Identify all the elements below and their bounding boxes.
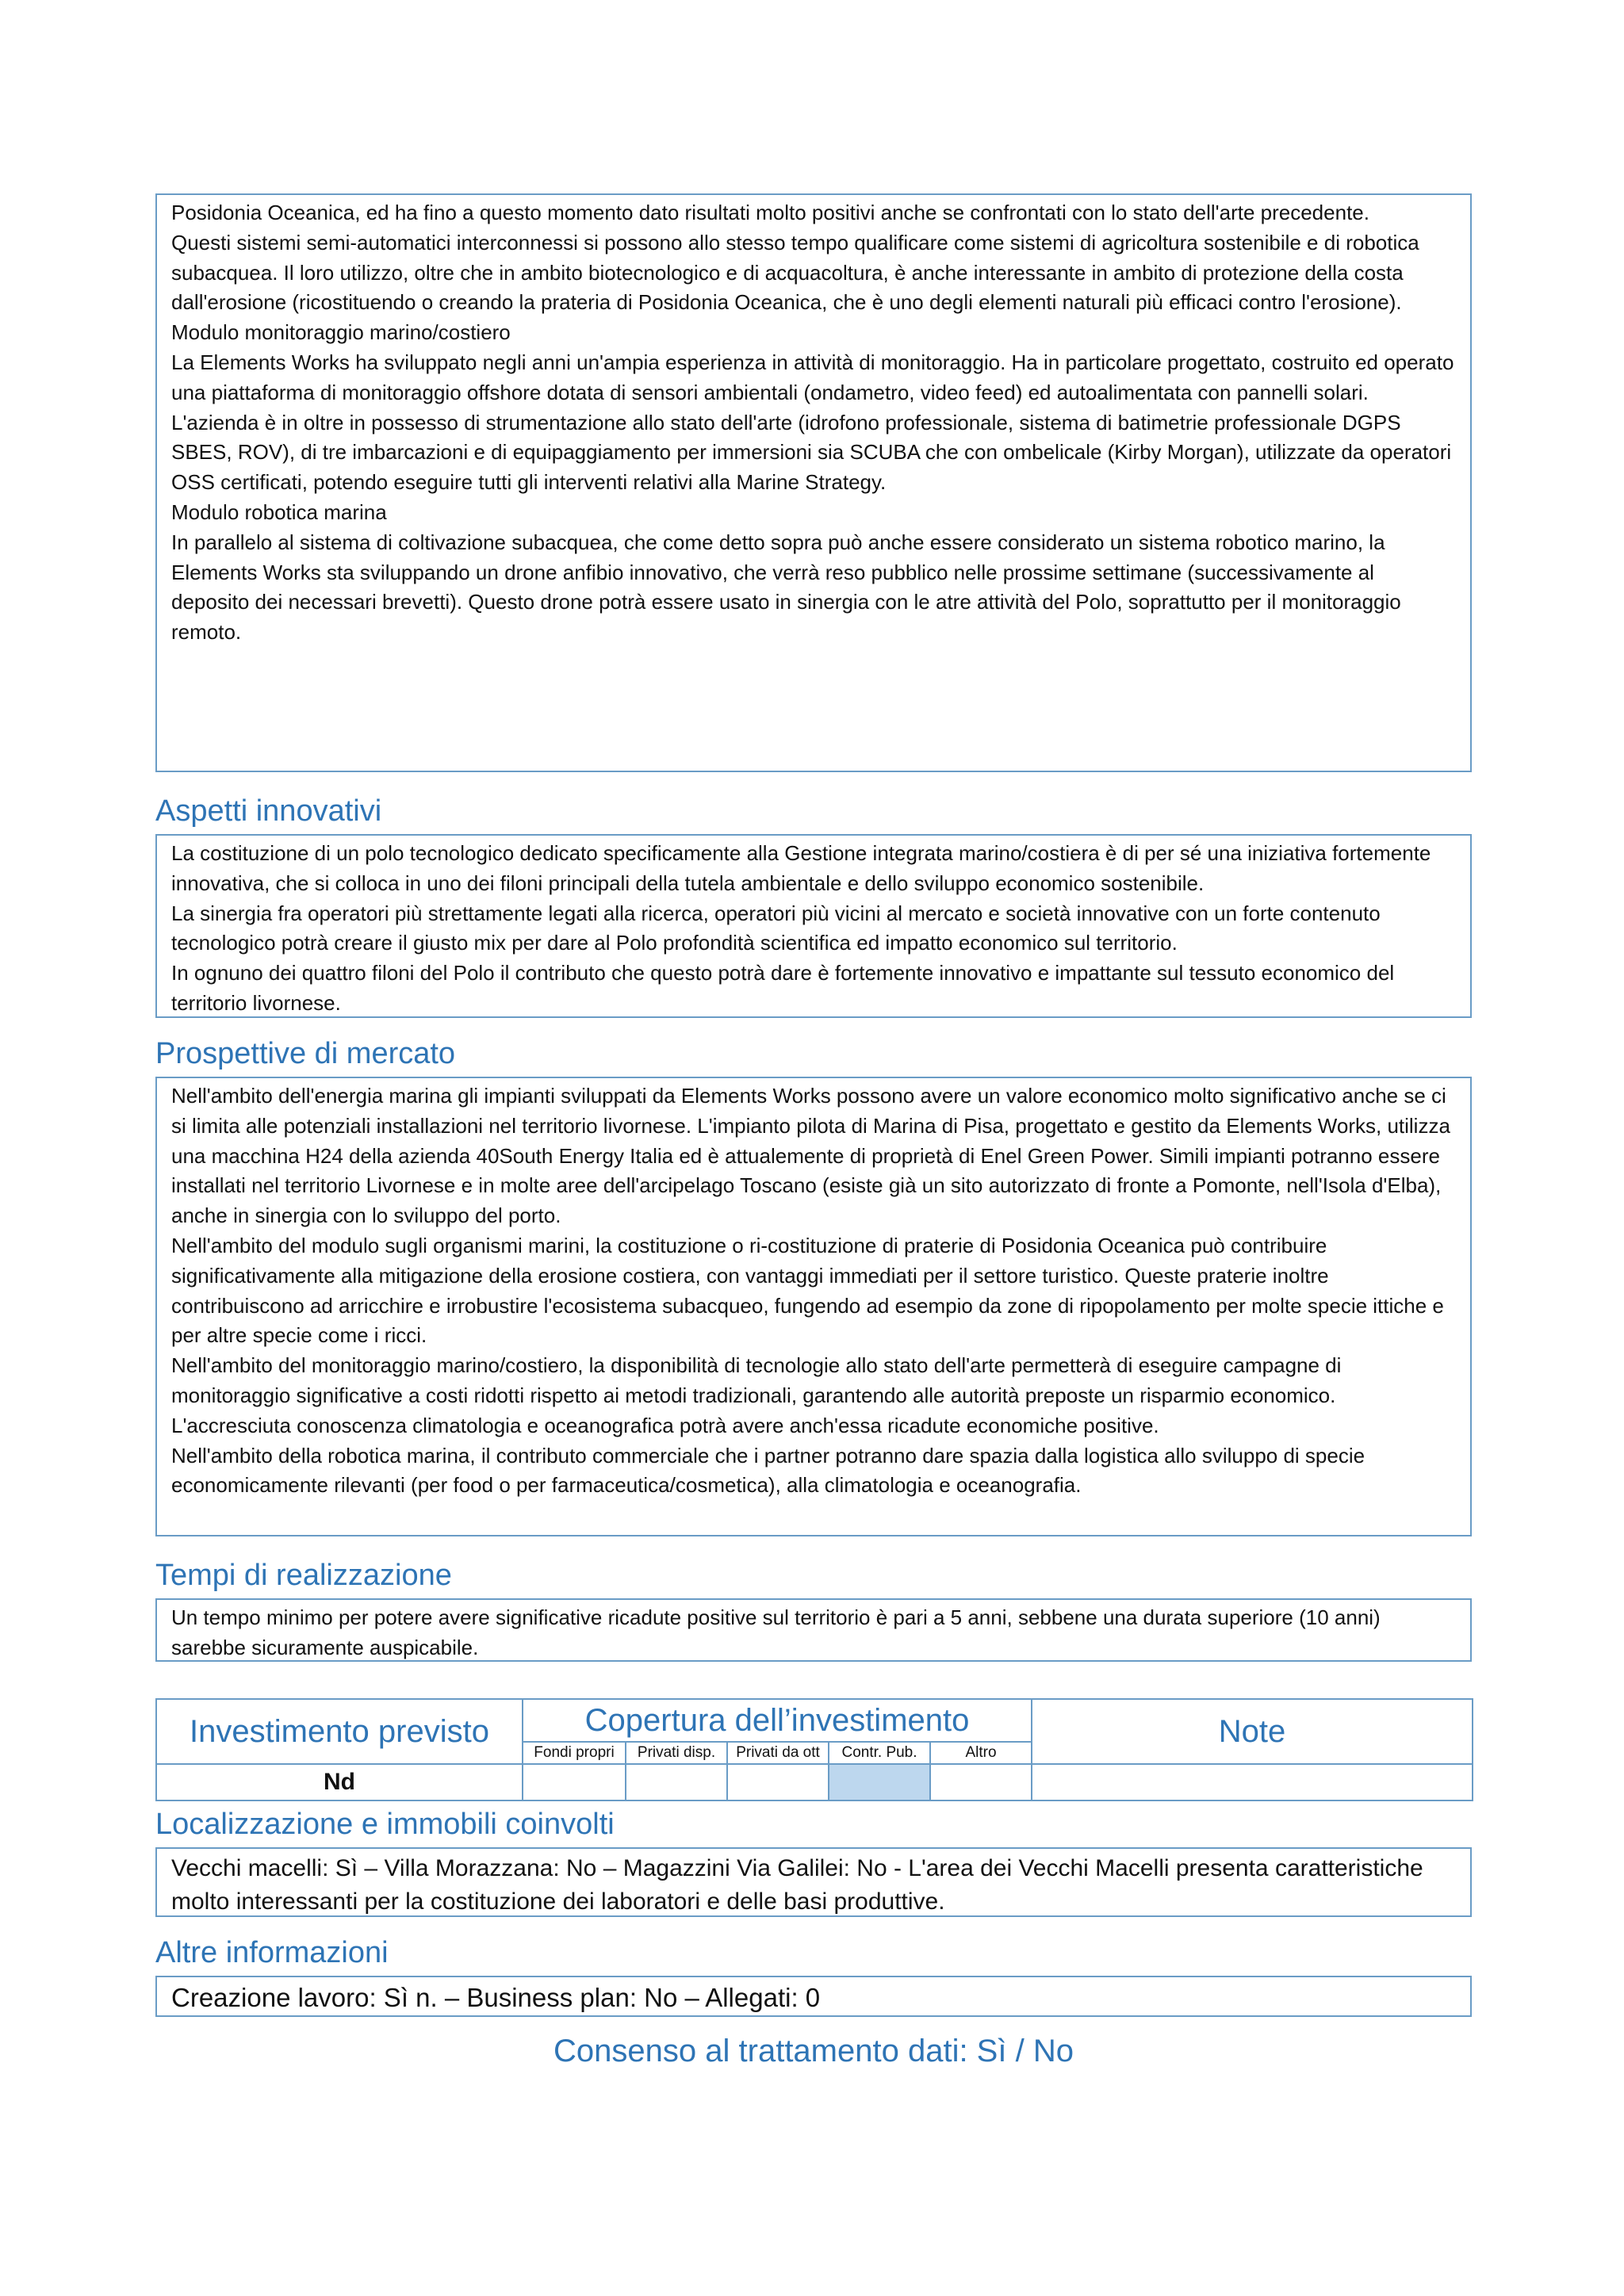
localizzazione-text: Vecchi macelli: Sì – Villa Morazzana: No – Magazzini Via Galilei: No - L'area dei Vecchi Macelli presenta caratteristiche molto interessanti per la costituzione dei laboratori e delle basi produttive. [171, 1855, 1423, 1915]
intro-subheading: Modulo robotica marina [171, 499, 387, 524]
altro-cell [930, 1764, 1032, 1800]
contr-pub-header: Contr. Pub. [829, 1742, 930, 1764]
mercato-paragraph: Nell'ambito dell'energia marina gli impianti sviluppati da Elements Works possono avere un valore economico molto significativo anche se ci si limita alle potenziali installazioni nel territorio livornese. L'impianto pilota di Marina di Pisa, progettato e gestito da Elements Works, utilizza una macchina H24 della azienda 40South Energy Italia ed è attualemente di proprietà di Enel Green Power. Simili impianti potranno essere installati nel territorio Livornese e in molte aree dell'arcipelago Toscano (esiste già un sito autorizzato di fronte a Pomonte, nell'Isola d'Elba), anche in sinergia con lo sviluppo del porto. [171, 1084, 1450, 1228]
localizzazione-box [155, 1847, 1472, 1917]
intro-paragraph: La Elements Works ha sviluppato negli anni un'ampia esperienza in attività di monitoraggio. Ha in particolare progettato, costruito ed operato una piattaforma di monitoraggio offshore dotata di sensori ambientali (ondametro, video feed) ed autoalimentata con pannelli solari. [171, 350, 1454, 404]
consenso-text: Consenso al trattamento dati: Sì / No [553, 2034, 1074, 2068]
mercato-box [155, 1077, 1472, 1536]
fondi-propri-header: Fondi propri [523, 1742, 626, 1764]
innovativi-paragraph: La sinergia fra operatori più strettamente legati alla ricerca, operatori più vicini al mercato e società innovative con un forte contenuto tecnologico potrà creare il giusto mix per dare al Polo profondità scientifica ed impatto economico sul territorio. [171, 901, 1381, 955]
localizzazione-title: Localizzazione e immobili coinvolti [155, 1808, 615, 1841]
tempi-box [155, 1598, 1472, 1662]
mercato-paragraph: Nell'ambito del modulo sugli organismi marini, la costituzione o ri-costituzione di praterie di Posidonia Oceanica può contribuire significativamente alla mitigazione della erosione costiera, con vantaggi immediati per il settore turistico. Queste praterie inoltre contribuiscono ad arricchire e irrobustire l'ecosistema subacqueo, fungendo ad esempio da zone di ripopolamento per molte specie ittiche e per altre specie come i ricci. [171, 1233, 1444, 1348]
intro-subheading: Modulo monitoraggio marino/costiero [171, 320, 511, 345]
privati-disp-cell [626, 1764, 727, 1800]
privati-da-ott-header: Privati da ott [727, 1742, 829, 1764]
innovativi-paragraph: In ognuno dei quattro filoni del Polo il contributo che questo potrà dare è fortemente innovativo e impattante sul tessuto economico del territorio livornese. [171, 961, 1395, 1015]
mercato-title: Prospettive di mercato [155, 1037, 456, 1070]
intro-paragraph: Questi sistemi semi-automatici interconnessi si possono allo stesso tempo qualificare come sistemi di agricoltura sostenibile e di robotica subacquea. Il loro utilizzo, oltre che in ambito biotecnologico e di acquacoltura, è anche interessante in ambito di protezione della costa dall'erosione (ricostituendo o creando la prateria di Posidonia Oceanica, che è uno degli elementi naturali più efficaci contro l'erosione). [171, 230, 1419, 315]
mercato-paragraph: Nell'ambito della robotica marina, il contributo commerciale che i partner potranno dare spazia dalla logistica allo sviluppo di specie economicamente rilevanti (per food o per farmaceutica/cosmetica), alla climatologia e oceanografia. [171, 1443, 1365, 1498]
intro-paragraph: In parallelo al sistema di coltivazione subacquea, che come detto sopra può anche essere considerato un sistema robotico marino, la Elements Works sta sviluppando un drone anfibio innovativo, che verrà reso pubblico nelle prossime settimane (successivamente al deposito dei necessari brevetti). Questo drone potrà essere usato in sinergia con le atre attività del Polo, soprattutto per il monitoraggio remoto. [171, 530, 1401, 645]
copertura-header: Copertura dell’investimento [523, 1699, 1032, 1742]
innovativi-title: Aspetti innovativi [155, 794, 382, 828]
intro-box [155, 193, 1472, 772]
altre-title: Altre informazioni [155, 1936, 389, 1969]
tempi-paragraph: Un tempo minimo per potere avere significative ricadute positive sul territorio è pari a 5 anni, sebbene una durata superiore (10 anni) sarebbe sicuramente auspicabile. [171, 1605, 1381, 1659]
altre-box [155, 1976, 1472, 2017]
note-header: Note [1032, 1699, 1473, 1764]
privati-da-ott-cell [727, 1764, 829, 1800]
intro-paragraph: Posidonia Oceanica, ed ha fino a questo momento dato risultati molto positivi anche se confrontati con lo stato dell'arte precedente. [171, 201, 1369, 224]
altro-header: Altro [930, 1742, 1032, 1764]
investimento-value: Nd [156, 1764, 523, 1800]
note-cell [1032, 1764, 1473, 1800]
document-page [155, 193, 1472, 2071]
mercato-paragraph: Nell'ambito del monitoraggio marino/costiero, la disponibilità di tecnologie allo stato dell'arte permetterà di eseguire campagne di monitoraggio significative a costi ridotti rispetto ai metodi tradizionali, garantendo alle autorità preposte un risparmio economico. L'accresciuta conoscenza climatologia e oceanografica potrà avere anch'essa ricadute economiche positive. [171, 1353, 1342, 1437]
altre-text: Creazione lavoro: Sì n. – Business plan: No – Allegati: 0 [171, 1983, 821, 2012]
tempi-title: Tempi di realizzazione [155, 1559, 452, 1592]
fondi-propri-cell [523, 1764, 626, 1800]
investimento-header: Investimento previsto [156, 1699, 523, 1764]
investment-table [155, 1698, 1473, 1801]
innovativi-paragraph: La costituzione di un polo tecnologico dedicato specificamente alla Gestione integrata marino/costiera è di per sé una iniziativa fortemente innovativa, che si colloca in uno dei filoni principali della tutela ambientale e dello sviluppo economico sostenibile. [171, 841, 1431, 895]
intro-paragraph: L'azienda è in oltre in possesso di strumentazione allo stato dell'arte (idrofono professionale, sistema di batimetrie professionale DGPS SBES, ROV), di tre imbarcazioni e di equipaggiamento per immersioni sia SCUBA che con ombelicale (Kirby Morgan), utilizzate da operatori OSS certificati, potendo eseguire tutti gli interventi relativi alla Marine Strategy. [171, 410, 1452, 495]
contr-pub-cell [829, 1764, 930, 1800]
privati-disp-header: Privati disp. [626, 1742, 727, 1764]
innovativi-box [155, 834, 1472, 1018]
